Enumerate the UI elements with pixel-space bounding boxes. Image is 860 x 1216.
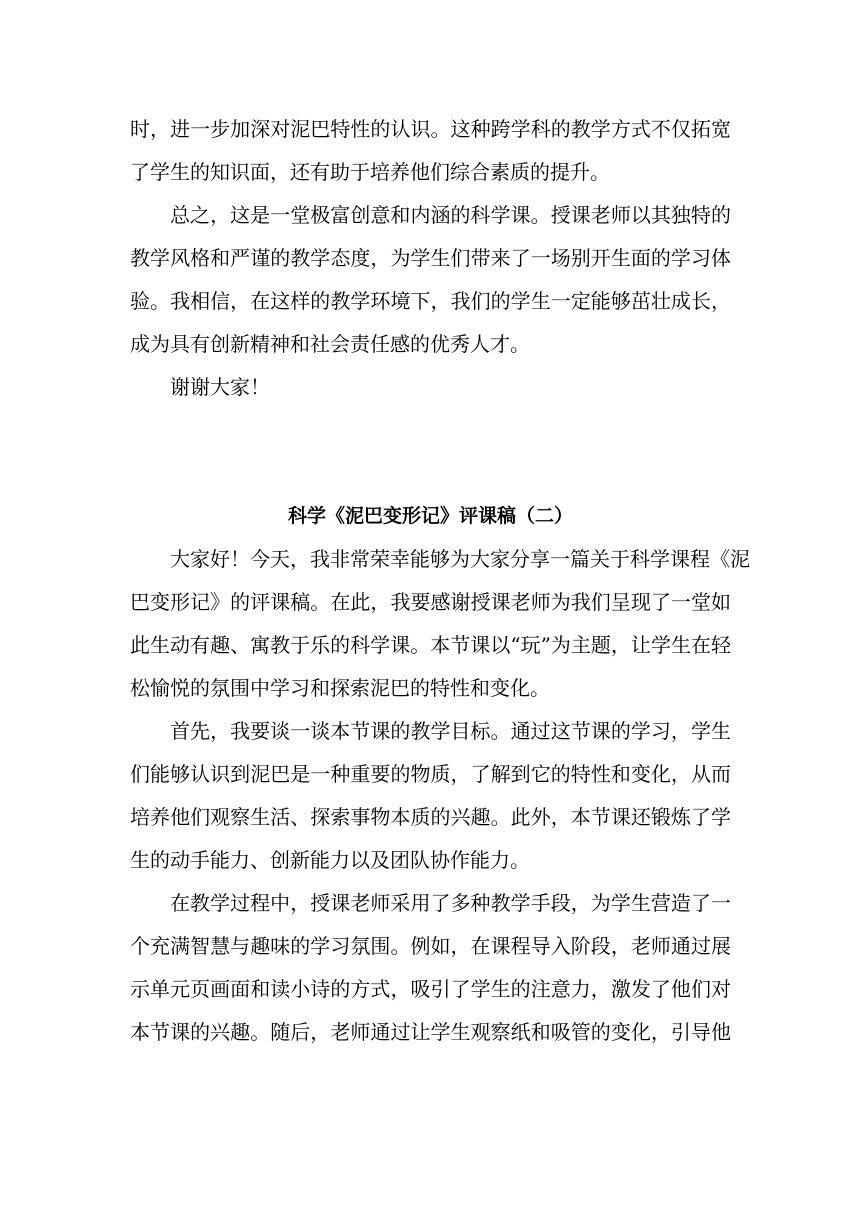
text-line: 验。我相信，在这样的教学环境下，我们的学生一定能够茁壮成长， [130, 289, 731, 313]
text-line: 大家好！今天，我非常荣幸能够为大家分享一篇关于科学课程《泥 [170, 547, 750, 571]
section-title: 科学《泥巴变形记》评课稿（二） [287, 505, 573, 527]
section-gap [130, 409, 731, 495]
paragraph-continuation [130, 108, 731, 194]
text-line: 本节课的兴趣。随后，老师通过让学生观察纸和吸管的变化，引导他 [130, 1020, 731, 1044]
document-body [130, 108, 750, 1054]
text-line: 巴变形记》的评课稿。在此，我要感谢授课老师为我们呈现了一堂如 [130, 590, 731, 614]
text-line: 教学风格和严谨的教学态度，为学生们带来了一场别开生面的学习体 [130, 246, 731, 270]
paragraph-objectives [130, 710, 731, 882]
paragraph-summary [130, 194, 731, 366]
text-line: 时，进一步加深对泥巴特性的认识。这种跨学科的教学方式不仅拓宽 [130, 117, 731, 141]
text-line: 培养他们观察生活、探索事物本质的兴趣。此外，本节课还锻炼了学 [130, 805, 731, 829]
text-line: 在教学过程中，授课老师采用了多种教学手段，为学生营造了一 [170, 891, 731, 915]
text-line: 成为具有创新精神和社会责任感的优秀人才。 [130, 332, 530, 356]
text-line: 首先，我要谈一谈本节课的教学目标。通过这节课的学习，学生 [170, 719, 731, 743]
closing-line: 谢谢大家！ [170, 375, 270, 399]
text-line: 松愉悦的氛围中学习和探索泥巴的特性和变化。 [130, 676, 550, 700]
paragraph-process [130, 882, 731, 1054]
text-line: 总之，这是一堂极富创意和内涵的科学课。授课老师以其独特的 [170, 203, 731, 227]
text-line: 个充满智慧与趣味的学习氛围。例如，在课程导入阶段，老师通过展 [130, 934, 731, 958]
text-line: 了学生的知识面，还有助于培养他们综合素质的提升。 [130, 160, 610, 184]
text-line: 生的动手能力、创新能力以及团队协作能力。 [130, 848, 530, 872]
text-line: 们能够认识到泥巴是一种重要的物质，了解到它的特性和变化，从而 [130, 762, 731, 786]
text-line: 此生动有趣、寓教于乐的科学课。本节课以“玩”为主题，让学生在轻 [130, 633, 731, 657]
text-line: 示单元页画面和读小诗的方式，吸引了学生的注意力，激发了他们对 [130, 977, 731, 1001]
paragraph-intro [130, 538, 750, 710]
